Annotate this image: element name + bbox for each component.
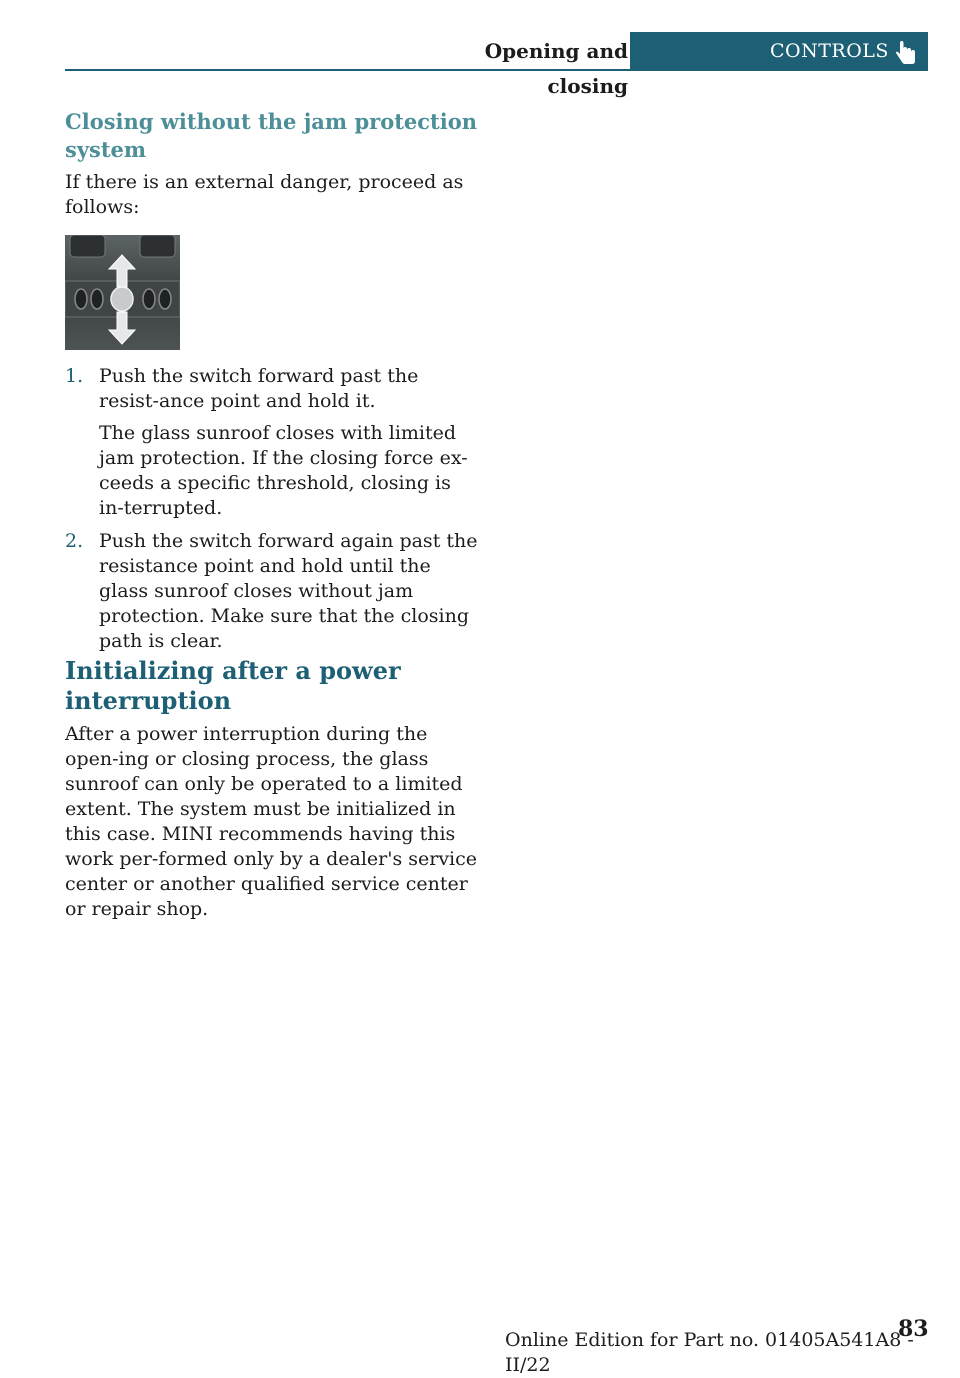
list-item [65,529,480,654]
step-text: Push the switch forward past the resist-ance point and hold it. [99,365,419,412]
step-text: Push the switch forward again past the resistance point and hold until the glass sunroof closes without jam protection. Make sure that the closing path is clear. [99,530,478,652]
step-number: 1. [65,365,84,387]
chapter-tab [630,32,928,70]
edition-note: Online Edition for Part no. 01405A541A8 - II/22 [505,1329,914,1376]
step-list [65,364,480,654]
sunroof-switch-icon [65,235,180,350]
section-heading-initializing: Initializing after a power interruption [65,656,401,715]
section-title: Opening and closing [484,39,628,98]
page-number: 83 [898,1316,929,1342]
chapter-label: CONTROLS [770,40,889,62]
step-note: The glass sunroof closes with limited jam protection. If the closing force ex-ceeds a specific threshold, closing is in-terrupted. [99,422,468,519]
step-number: 2. [65,530,84,552]
hand-pointer-icon [896,40,918,66]
header-rule [65,69,928,71]
initializing-paragraph: After a power interruption during the open-ing or closing process, the glass sunroof can only be operated to a limited extent. The system must be initialized in this case. MINI recommends having this work per-formed only by a dealer's service center or another qualified service center or repair shop. [65,723,478,920]
list-item [65,364,480,521]
intro-paragraph: If there is an external danger, proceed as follows: [65,171,464,218]
section-heading-closing: Closing without the jam protection system [65,109,478,162]
